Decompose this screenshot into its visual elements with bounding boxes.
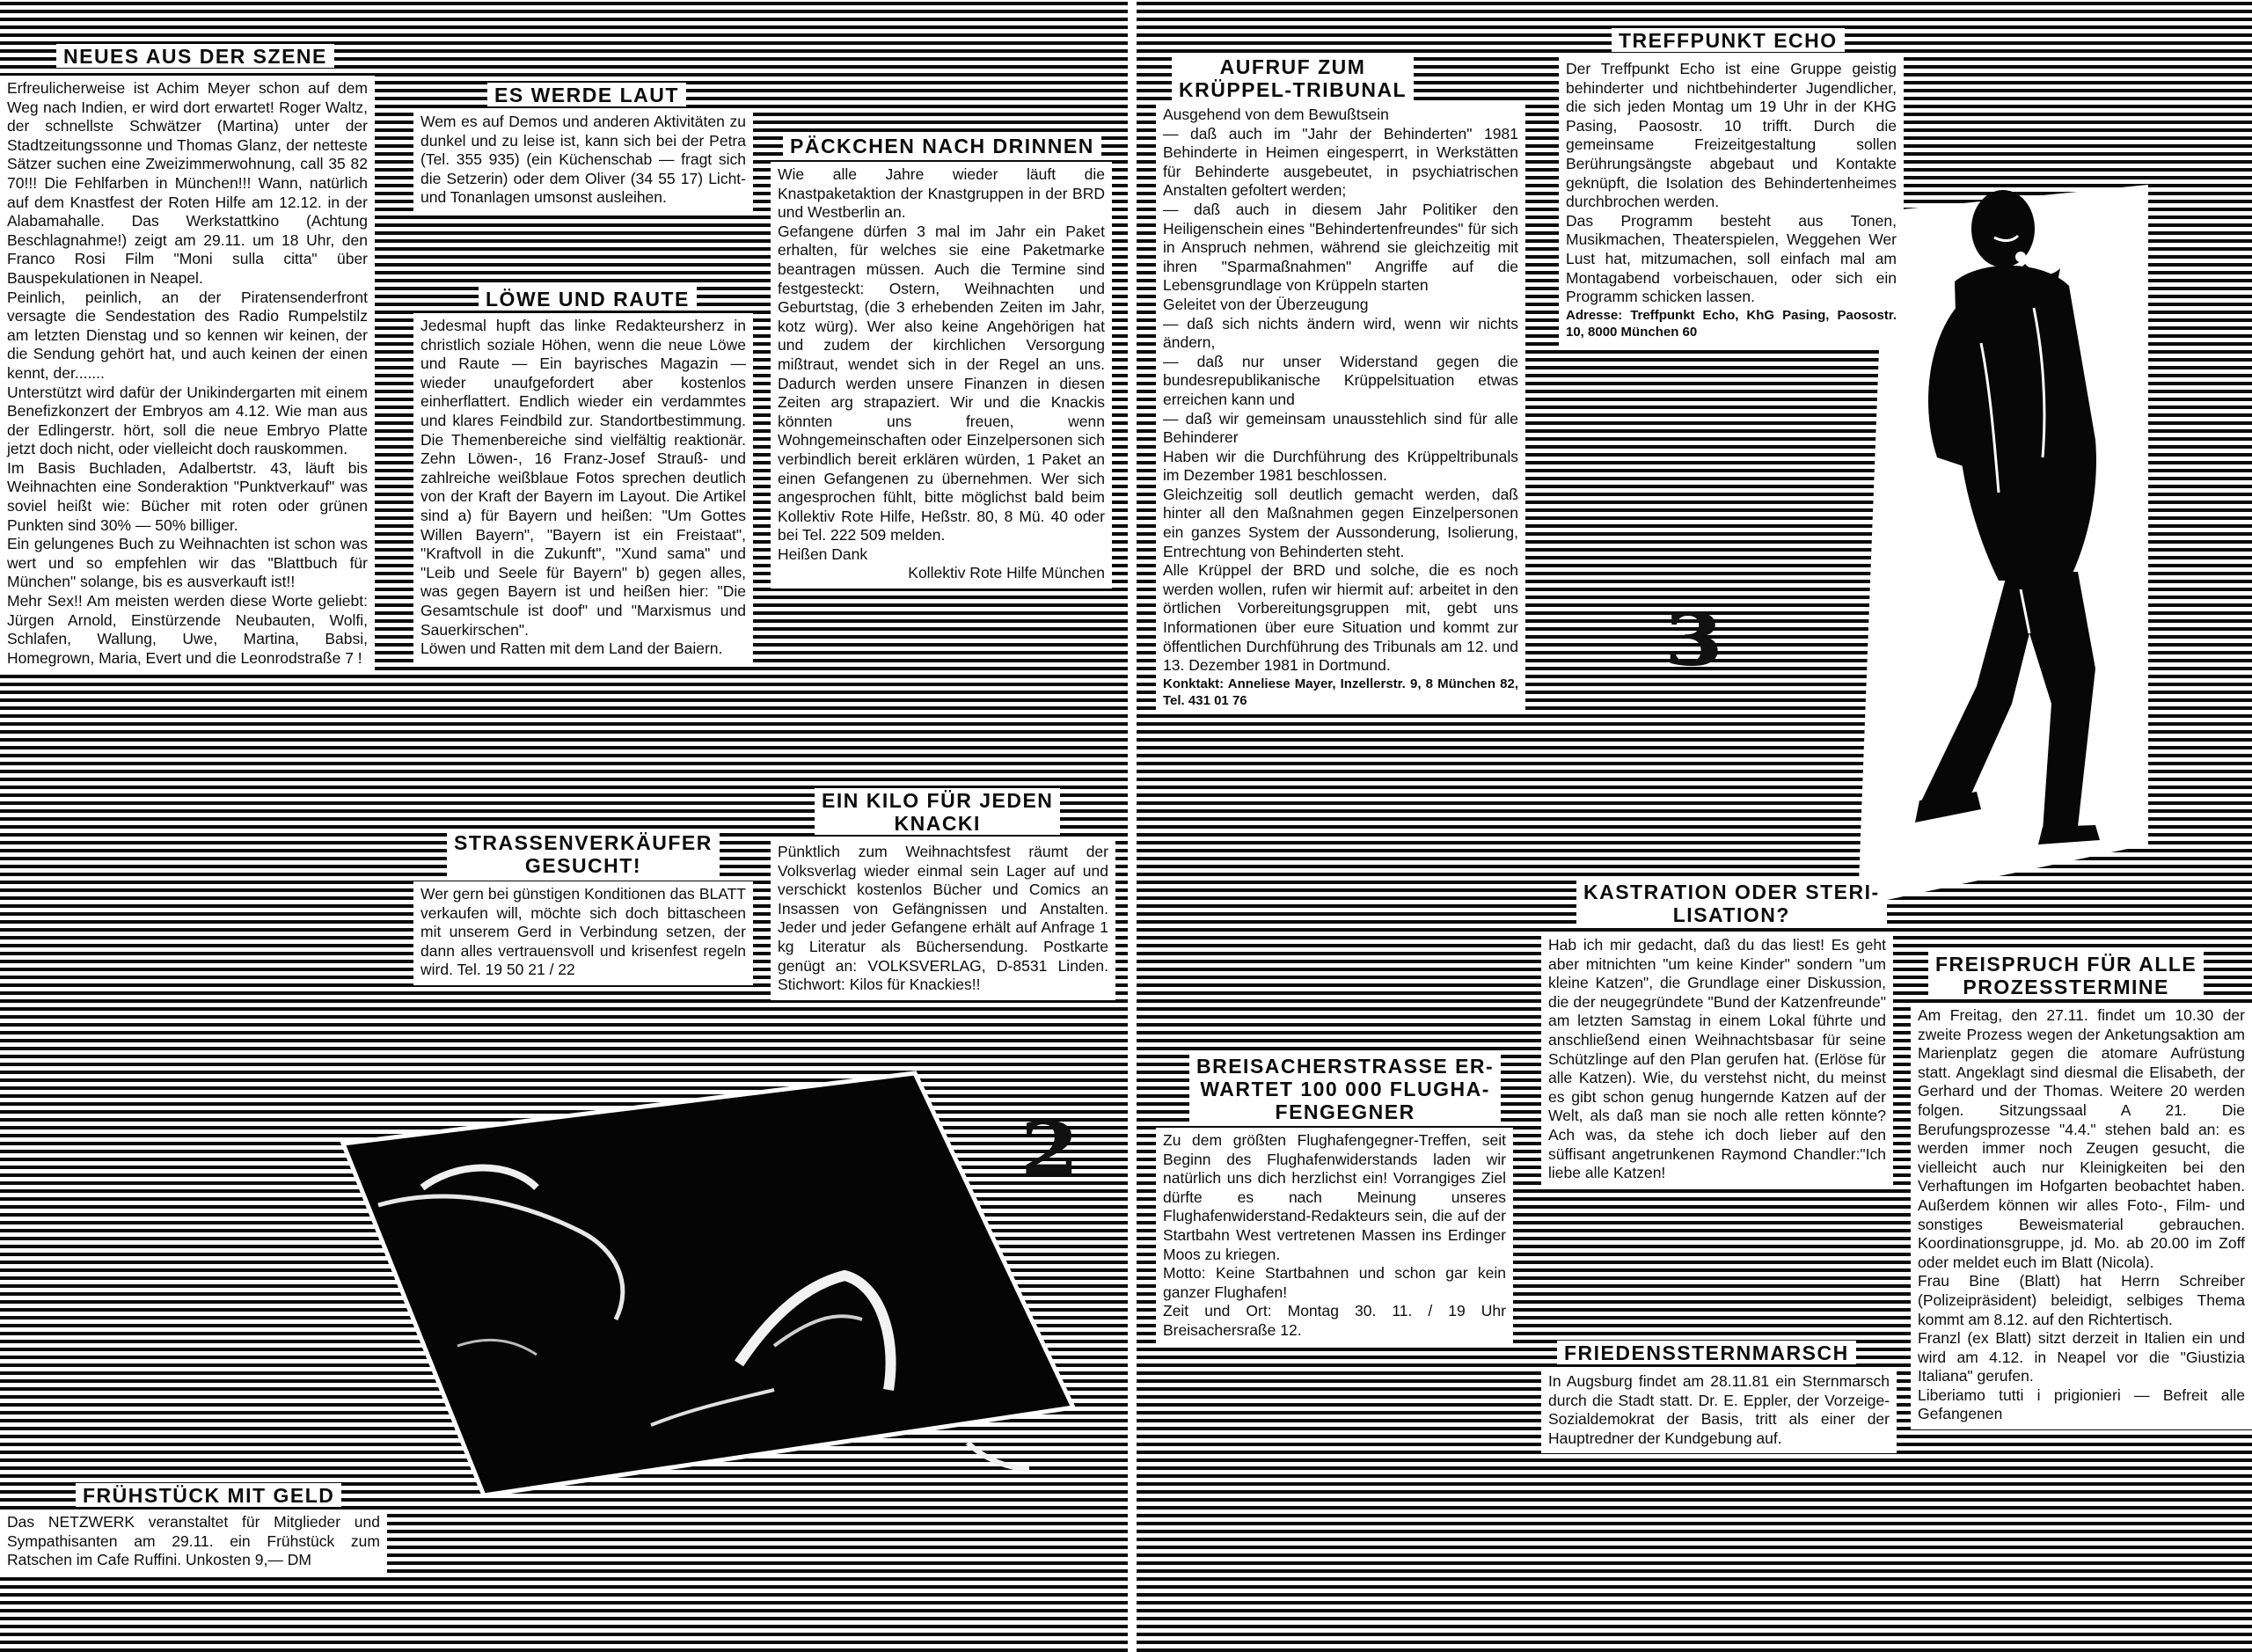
heading-strassenverkaeufer-gesucht: STRASSENVERKÄUFER GESUCHT! <box>447 830 720 877</box>
page-number-right: 3 <box>1664 597 1723 683</box>
paeckchen-signature: Kollektiv Rote Hilfe München <box>908 564 1105 582</box>
freispruch-body: Am Freitag, den 27.11. findet um 10.30 der zweite Prozess wegen der Anketungsaktion am Marienplatz gegen die atomare Aufrüstung statt. Angeklagt sind diesmal die Elisabeth, der Gerhard und der Thomas. Weitere 20 werden folgen. Sitzungssaal A 21. Die Berufungsprozesse "4.4." stehen bald an: es werden immer noch Zeugen gesucht, die vielleicht auch nur Kleinigkeiten bei den Verhaftungen im Hofgarten beobachtet haben. Außerdem können wir alles Foto-, Film- und sonstiges Beweismaterial gebrauchen. Koordinationsgruppe, jd. Mo. ab 20.00 im Zoff oder meldet euch im Blatt (Nicola). Frau Bine (Blatt) hat Herrn Schreiber (Polizeipräsident) beleidigt, selbiges Thema kommt am 8.12. auf den Richtertisch. Franzl (ex Blatt) sitzt derzeit in Italien ein und wird am 4.12. in Neapel vor die "Giustizia Italiana" gerufen. Liberiamo tutti i prigionieri — Befreit alle Gefangenen <box>1918 1006 2245 1423</box>
heading-freispruch-prozesstermine: FREISPRUCH FÜR ALLE PROZESSTERMINE <box>1928 952 2204 998</box>
article-kastration-oder-sterilisation <box>1541 932 1893 1188</box>
neues-paragraph: Ein gelungenes Buch zu Weihnachten ist schon was wert und so empfehlen wir das "Blattbuch für München" solange, bis es ausverkauft ist!! <box>7 535 368 591</box>
heading-friedenssternmarsch: FRIEDENSSTERNMARSCH <box>1557 1341 1856 1364</box>
aufruf-body: Ausgehend von dem Bewußtsein — daß auch im "Jahr der Behinderten" 1981 Behinderte in Heimen eingesperrt, in Werkstätten für Behinderte ausgebeutet, in psychiatrischen Anstalten gefoltert werden; — daß auch in diesem Jahr Politiker den Heiligenschein eines "Behindertenfreundes" für sich in Anspruch nehmen, während sie gleichzeitig mit ihren "Sparmaßnahmen" Angriffe auf die Lebensgrundlage von Krüppeln starten Geleitet von der Überzeugung — daß sich nichts ändern wird, wenn wir nichts ändern, — daß nur unser Widerstand gegen die bundesrepublikanische Krüppelsituation etwas erreichen kann und — daß wir gemeinsam unausstehlich sind für alle Behinderer Haben wir die Durchführung des Krüppeltribunals im Dezember 1981 beschlossen. Gleichzeitig soll deutlich gemacht werden, daß hinter all den Maßnahmen gegen Einzelpersonen ein ganzes System der Aussonderung, Isolierung, Entrechtung von Behinderten steht. Alle Krüppel der BRD und solche, die es noch werden wollen, rufen wir hiermit auf: arbeitet in den örtlichen Vorbereitungsgruppen mit, gebt uns Informationen über eure Situation und kommt zur öffentlichen Durchführung des Tribunals am 12. und 13. Dezember 1981 in Dortmund. <box>1163 106 1518 675</box>
aufruf-contact: Konktakt: Anneliese Mayer, Inzellerstr. 9, 8 München 82, Tel. 431 01 76 <box>1163 676 1518 708</box>
neues-paragraph: Peinlich, peinlich, an der Piratensenderfront versagte die Sendestation des Radio Rumpelstilz am letzten Dienstag und so kennen wir keinen, der die Sendung gehört hat, und auch keinen der einen kennt, der....... <box>7 288 368 382</box>
article-breisacherstrasse <box>1156 1128 1513 1346</box>
article-ein-kilo-fuer-jeden-knacki <box>771 839 1115 1000</box>
heading-breisacherstrasse: BREISACHERSTRASSE ER- WARTET 100 000 FLUGHA- FENGEGNER <box>1189 1054 1501 1123</box>
neues-paragraph: Mehr Sex!! Am meisten werden diese Worte geliebt: Jürgen Arnold, Einstürzende Neubauten, Wolfi, Schlafen, Wallung, Uwe, Martina, Babsi, Homegrown, Maria, Evert und die Leonrodstraße 7 ! <box>7 592 368 667</box>
heading-kastration-oder-sterilisation: KASTRATION ODER STERI- LISATION? <box>1576 880 1887 926</box>
breisach-body: Zu dem größten Flughafengegner-Treffen, seit Beginn des Flughafenwiderstands laden wir natürlich uns dich herzlichst ein! Vorrangiges Ziel dürfte es nach Meinung unseres Flughafenwiderstand-Redakteurs sein, die auf der Startbahn West vertretenen Massen ins Erdinger Moos zu kriegen. Motto: Keine Startbahnen und schon gar kein ganzer Flughafen! Zeit und Ort: Montag 30. 11. / 19 Uhr Breisachersraße 12. <box>1163 1131 1506 1339</box>
article-fruehstueck-mit-geld <box>0 1509 387 1575</box>
kastration-body: Hab ich mir gedacht, daß du das liest! Es geht aber mitnichten "um keine Kinder" sondern "um kleine Katzen", die Grundlage einer Diskussion, die der neugegründete "Bund der Katzenfreunde" am letzten Samstag in einem Lokal führte und anschließend einen Weihnachtsbasar für seine Schützlinge auf den Plan gerufen hat. (Erlöse für alle Katzen). Wie, du verstehst nicht, du meinst es gibt schon genug hungernde Katzen auf der Welt, als daß man sie noch alle retten könnte? Ach was, da stehe ich doch lieber auf den süffisant angetrunkenen Raymond Chandler:"Ich liebe alle Katzen! <box>1548 936 1886 1182</box>
heading-neues-aus-der-szene: NEUES AUS DER SZENE <box>56 44 334 68</box>
article-neues-aus-der-szene <box>0 76 375 673</box>
neues-paragraph: Erfreulicherweise ist Achim Meyer schon auf dem Weg nach Indien, er wird dort erwartet! Roger Waltz, der schnellste Schwätzer (Martina) unter der Stadtzeitungssonne und Thomas Glanz, der netteste Sätzer suchen eine Zweizimmerwohnung, call 35 82 70!!! Die Fehlfarben in München!!! Wann, natürlich auf dem Knastfest der Roten Hilfe am 12.12. in der Alabamahalle. Das Werkstattkino (Achtung Beschlagnahme!) zeigt am 29.11. um 18 Uhr, den Franco Rosi Film "Moni sulla citta" über Bauspekulationen in Neapel. <box>7 79 368 287</box>
heading-es-werde-laut: ES WERDE LAUT <box>487 83 686 106</box>
neues-paragraph: Unterstützt wird dafür der Unikindergarten mit einem Benefizkonzert der Embryos am 4.12. Wie man aus der Edlingerstr. hört, soll die neue Embryo Platte jetzt doch nicht, oder vielleicht doch rauskommen. <box>7 383 368 458</box>
neues-paragraph: Im Basis Buchladen, Adalbertstr. 43, läuft bis Weihnachten eine Sonderaktion "Punktverkauf" was soviel heißt wie: Bücher mit roten oder grünen Punkten sind 30% — 50% billiger. <box>7 458 368 534</box>
friedens-body: In Augsburg findet am 28.11.81 ein Sternmarsch durch die Stadt statt. Dr. E. Eppler, der Vorzeige-Sozialdemokrat der Basis, tritt als einer der Hauptredner der Kundgebung auf. <box>1548 1372 1890 1447</box>
right-page <box>1137 0 2252 1652</box>
heading-ein-kilo-fuer-jeden-knacki: EIN KILO FÜR JEDEN KNACKI <box>815 788 1060 835</box>
article-loewe-und-raute <box>413 313 753 664</box>
article-es-werde-laut <box>413 109 753 213</box>
page-gutter <box>1128 0 1137 1652</box>
echo-body: Der Treffpunkt Echo ist eine Gruppe geistig behinderter und nichtbehinderter Jugendlicher, die sich jeden Montag um 19 Uhr in der KHG Pasing, Paosostr. 10 trifft. Durch die gemeinsame Freizeitgestaltung sollen Berührungsängste abgebaut und Kontakte geknüpft, die Isolation des Behindertenheimes durchbrochen werden. Das Programm besteht aus Tonen, Musikmachen, Theaterspielen, Weggehen Wer Lust hat, mitzumachen, soll einfach mal am Montagabend vorbeischauen, oder sich ein Programm schicken lassen. <box>1566 60 1897 306</box>
fruehstueck-body: Das NETZWERK veranstaltet für Mitglieder und Sympathisanten am 29.11. ein Frühstück zum Ratschen im Cafe Ruffini. Unkosten 9,— DM <box>7 1513 380 1569</box>
article-aufruf-krueppel-tribunal <box>1156 102 1525 714</box>
kilo-body: Pünktlich zum Weihnachtsfest räumt der Volksverlag wieder einmal sein Lager auf und verschickt kostenlos Bücher und Comics an Insassen von Gefängnissen und Anstalten. Jeder und jeder Gefangene erhält auf Anfrage 1 kg Literatur als Büchersendung. Postkarte genügt an: VOLKSVERLAG, D-8531 Linden. Stichwort: Kilos für Knackies!! <box>778 843 1108 994</box>
laut-body: Wem es auf Demos und anderen Aktivitäten zu dunkel und zu leise ist, kann sich bei der Petra (Tel. 355 935) (ein Küchenschab — fragt sich die Setzerin) oder dem Oliver (34 55 17) Licht- und Tonanlagen umsonst ausleihen. <box>420 113 746 207</box>
article-friedenssternmarsch <box>1541 1369 1897 1453</box>
strassen-body: Wer gern bei günstigen Konditionen das BLATT verkaufen will, möchte sich doch bittascheen mit unserem Gerd in Verbindung setzen, der dann alles vertrauensvoll und krisenfest regeln wird. Tel. 19 50 21 / 22 <box>420 885 746 979</box>
heading-paeckchen-nach-drinnen: PÄCKCHEN NACH DRINNEN <box>783 134 1101 157</box>
article-paeckchen-nach-drinnen <box>771 162 1112 588</box>
echo-address: Adresse: Treffpunkt Echo, KhG Pasing, Paosostr. 10, 8000 München 60 <box>1566 307 1897 340</box>
page-number-left: 2 <box>1020 1106 1079 1191</box>
article-freispruch-prozesstermine <box>1911 1003 2252 1429</box>
loewe-paragraph: Jedesmal hupft das linke Redakteursherz in christlich soziale Höhen, wenn die neue Löwe und Raute — Ein bayrisches Magazin — wieder unaufgefordert aber kostenlos einherflattert. Endlich wieder ein verdammtes und klares Feindbild zur. Standortbestimmung. Die Themenbereiche sind vielfältig reaktionär. Zehn Löwen-, 16 Franz-Josef Strauß- und zahlreiche weißblaue Fotos sprechen deutlich von der Kraft der Bayern im Layout. Die Artikel sind a) für Bayern und heißen: "Um Gottes Willen Bayern", "Bayern ist ein Freistaat", "Kraftvoll in die Zukunft", "Xund sama" und "Leib und Seele für Bayern" b) gegen alles, was gegen Bayern ist und heißen hier: "Die Gesamtschule ist doof" und "Marxismus und Sauerkirschen". <box>420 317 746 639</box>
heading-loewe-und-raute: LÖWE UND RAUTE <box>479 287 697 311</box>
article-treffpunkt-echo <box>1559 56 1904 346</box>
article-strassenverkaeufer-gesucht <box>413 881 753 985</box>
heading-aufruf-krueppel-tribunal: AUFRUF ZUM KRÜPPEL-TRIBUNAL <box>1172 55 1414 101</box>
heading-fruehstueck-mit-geld: FRÜHSTÜCK MIT GELD <box>76 1483 341 1507</box>
heading-treffpunkt-echo: TREFFPUNKT ECHO <box>1612 28 1845 52</box>
loewe-paragraph: Löwen und Ratten mit dem Land der Baiern. <box>420 640 723 658</box>
photo-lying-figure <box>282 1056 1100 1513</box>
paeckchen-body: Wie alle Jahre wieder läuft die Knastpaketaktion der Knastgruppen in der BRD und Westberlin an. Gefangene dürfen 3 mal im Jahr ein Paket erhalten, für welches sie eine Paketmarke beantragen müssen. Auch die Termine sind festgesteckt: Ostern, Weihnachten und Geburtstag, (die 3 erhebenden Zeiten im Jahr, kotz würg). Wer also keine Angehörigen hat und zudem der kirchlichen Versorgung mißtraut, wendet sich in der Regel an uns. Dadurch werden unsere Finanzen in diesen Zeiten arg strapaziert. Wir und die Knackis könnten uns freuen, wenn Wohngemeinschaften oder Einzelpersonen sich verbindlich bereit erklären würden, 1 Paket an einen Gefangenen zu übernehmen. Wer sich angesprochen fühlt, bitte möglichst bald beim Kollektiv Rote Hilfe, Heßstr. 80, 8 Mü. 40 oder bei Tel. 222 509 melden. Heißen Dank <box>778 165 1105 563</box>
